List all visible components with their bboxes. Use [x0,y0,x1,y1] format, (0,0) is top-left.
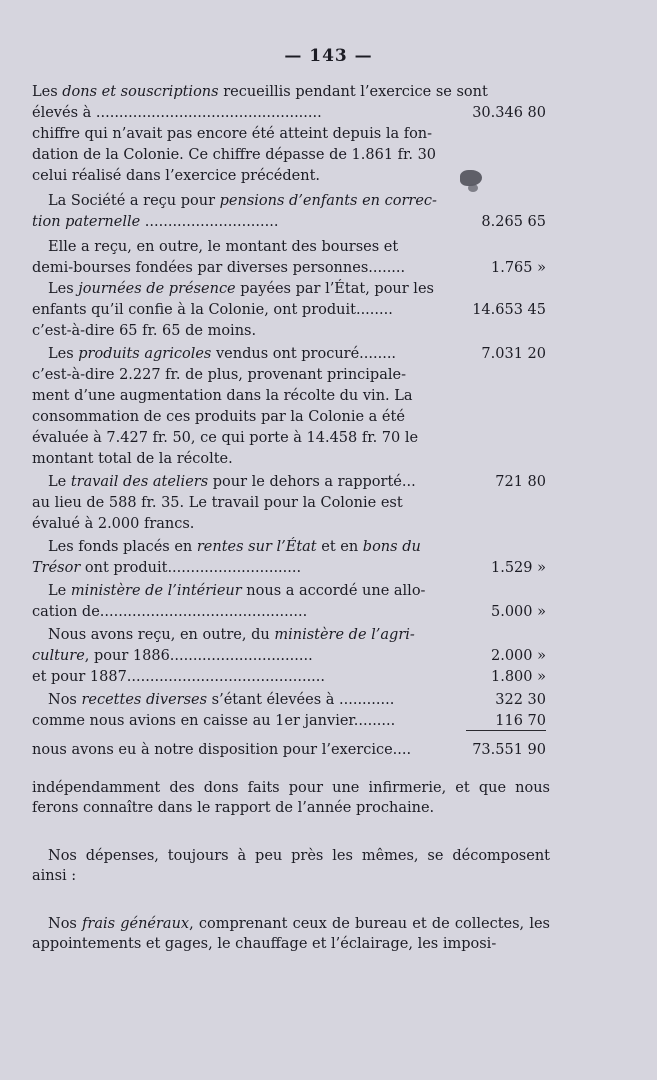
text-fragment: , pour 1886............................... [84,648,313,664]
amount: 116 70 [495,713,546,729]
text-fragment: payées par l’État, pour les [235,281,434,297]
text-fragment: Elle a reçu, en outre, le montant des bourses et [48,239,399,255]
text-fragment: nous avons eu à notre disposition pour l’exercice.... [32,742,412,758]
italic-term: recettes diverses [81,692,208,708]
text-fragment: et pour 1887........................................... [32,669,326,685]
text-fragment: ont produit............................. [80,560,302,576]
amount: 322 30 [495,692,546,708]
ledger-line-text [32,145,436,165]
italic-term: rentes sur l’État [196,539,317,555]
ledger-line-text [32,166,320,186]
italic-term: bons du [362,539,421,555]
ledger-line-text [32,237,398,257]
ledger-line-text [32,537,421,557]
text-fragment: La Société a reçu pour [48,193,220,209]
ledger-line-text [32,124,432,144]
ledger-line-text [32,321,256,341]
ledger-line-text [32,191,437,211]
ledger-line-text [32,558,301,578]
text-fragment: recueillis pendant l’exercice se sont [218,84,488,100]
text-fragment: enfants qu’il confie à la Colonie, ont produit........ [32,302,393,318]
italic-term: Trésor [32,560,81,576]
text-fragment: et en [316,539,363,555]
ledger-line-text [32,212,278,232]
text-fragment: consommation de ces produits par la Colonie a été [32,409,405,425]
amount: 721 80 [495,474,546,490]
italic-term: travail des ateliers [70,474,209,490]
text-fragment: Le [48,474,71,490]
italic-term: dons et souscriptions [62,84,219,100]
ledger-line-text [32,514,194,534]
text-fragment: Les [32,84,63,100]
amount: 2.000 » [491,648,546,664]
text-fragment: vendus ont procuré........ [211,346,397,362]
paragraph-infirmary: indépendamment des dons faits pour une infirmerie, et que nous ferons connaître dans le rapport de l’année prochaine. [32,780,550,816]
text-fragment: chiffre qui n’avait pas encore été atteint depuis la fon- [32,126,433,142]
ledger-line-text [32,602,307,622]
ledger-line-text [32,82,488,102]
ledger-line-text [32,646,313,666]
text-fragment: Nos [48,692,82,708]
text-fragment: s’étant élevées à ............ [207,692,395,708]
text-fragment: au lieu de 588 fr. 35. Le travail pour la Colonie est [32,495,403,511]
text-fragment: cation de............................................. [32,604,308,620]
ledger-line-text [32,449,233,469]
ledger-line-text [32,258,405,278]
paragraph-general-costs: Nos frais généraux, comprenant ceux de bureau et de collectes, les appointements et gages, le chauffage et l’éclairage, les imposi- [32,916,550,952]
italic-term: journées de présence [78,281,236,297]
amount: 5.000 » [491,604,546,620]
amount: 14.653 45 [472,302,546,318]
amount: 8.265 65 [481,214,546,230]
amount: 30.346 80 [472,105,546,121]
italic-term: ministère de l’agri- [274,627,415,643]
text-fragment: comme nous avions en caisse au 1er janvier......... [32,713,396,729]
italic-term: produits agricoles [78,346,212,362]
ledger-line-text [32,711,395,731]
ledger-line-text [32,667,325,687]
page-number: — 143 — [284,46,373,66]
ledger-line-text [32,740,411,760]
text-fragment: Nous avons reçu, en outre, du [48,627,275,643]
text-fragment: Les [48,346,79,362]
italic-term: ministère de l’intérieur [70,583,242,599]
text-fragment: évaluée à 7.427 fr. 50, ce qui porte à 14.458 fr. 70 le [32,430,419,446]
ink-stain-drop [468,184,478,192]
text-fragment: pour le dehors a rapporté... [208,474,416,490]
ledger-line-text [32,407,405,427]
ledger-line-text [32,344,396,364]
ledger-line-text [32,690,394,710]
total-rule [466,730,546,731]
paragraph-expenses: Nos dépenses, toujours à peu près les mêmes, se décomposent ainsi : [32,848,550,884]
text-fragment: ment d’une augmentation dans la récolte du vin. La [32,388,413,404]
amount: 1.765 » [491,260,546,276]
ledger-line-text [32,279,434,299]
text-fragment: Les [48,281,79,297]
italic-term: pensions d’enfants en correc- [219,193,437,209]
text-fragment: c’est-à-dire 65 fr. 65 de moins. [32,323,257,339]
amount: 1.800 » [491,669,546,685]
ledger-line-text [32,472,416,492]
text-fragment: c’est-à-dire 2.227 fr. de plus, provenant principale- [32,367,406,383]
ledger-line-text [32,581,425,601]
text-fragment: celui réalisé dans l’exercice précédent. [32,168,321,184]
amount: 1.529 » [491,560,546,576]
italic-term: tion paternelle [32,214,141,230]
text-fragment: dation de la Colonie. Ce chiffre dépasse de 1.861 fr. 30 [32,147,437,163]
amount: 7.031 20 [481,346,546,362]
text-fragment: nous a accordé une allo- [241,583,426,599]
italic-term: culture [32,648,85,664]
text-fragment: ............................. [140,214,279,230]
ledger-line-text [32,386,413,406]
text-fragment: Le [48,583,71,599]
ledger-line-text [32,103,322,123]
text-fragment: montant total de la récolte. [32,451,233,467]
text-fragment: élevés à ................................................. [32,105,322,121]
text-fragment: évalué à 2.000 francs. [32,516,195,532]
ledger-line-text [32,300,393,320]
text-fragment: Les fonds placés en [48,539,197,555]
ledger-line-text [32,428,418,448]
amount: 73.551 90 [472,742,546,758]
text-fragment: demi-bourses fondées par diverses personnes........ [32,260,406,276]
ledger-line-text [32,625,415,645]
ledger-line-text [32,365,406,385]
ledger-line-text [32,493,403,513]
